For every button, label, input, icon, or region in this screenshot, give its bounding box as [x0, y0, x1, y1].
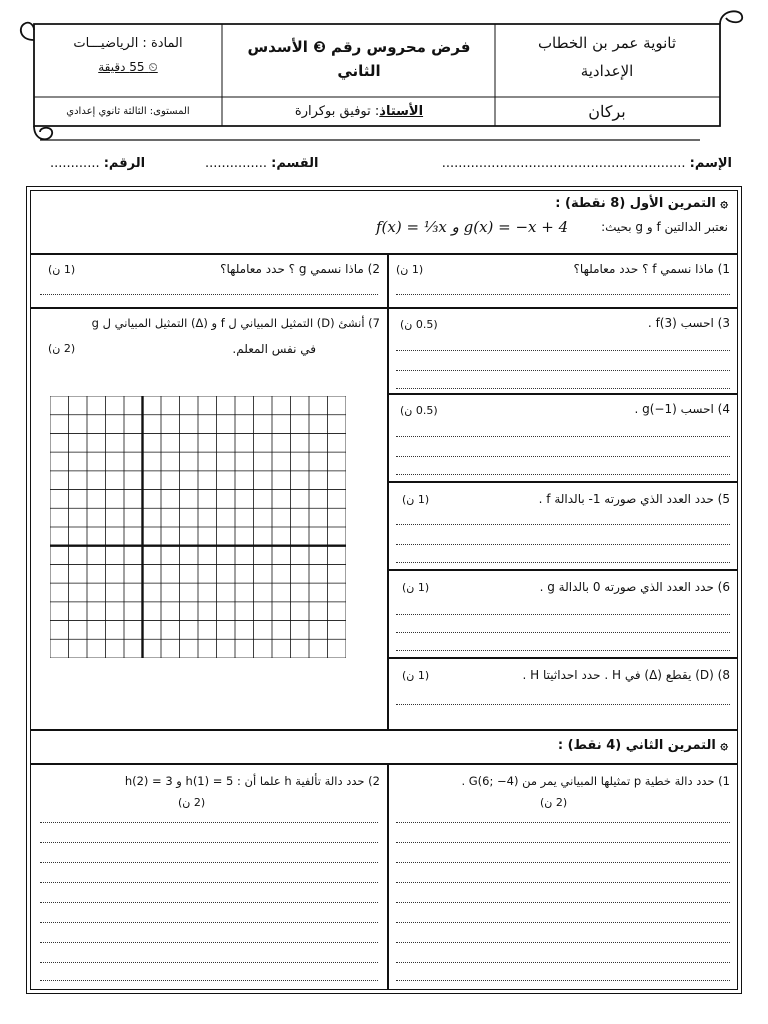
- name-field[interactable]: ...........................................................: [441, 156, 686, 171]
- flower-icon: ۞: [720, 196, 728, 211]
- q2-answer-line[interactable]: [40, 294, 378, 295]
- q3-text: 3) احسب f(3) .: [647, 316, 730, 330]
- q6-points: (1 ن): [402, 581, 430, 594]
- q5-text: 5) حدد العدد الذي صورته 1- بالدالة f .: [538, 492, 730, 506]
- q8-text: 8) (D) يقطع (Δ) في H . حدد احداثيتا H .: [522, 668, 730, 682]
- exercise1-formula: g(x) = −x + 4 و f(x) = ⅓x: [376, 218, 569, 236]
- ex2-q1-answer-line[interactable]: [396, 862, 730, 863]
- school-type: الإعدادية: [580, 62, 634, 80]
- q6-text: 6) حدد العدد الذي صورته 0 بالدالة g .: [539, 580, 730, 594]
- q4-answer-line-2[interactable]: [396, 456, 730, 457]
- ex2-q1-answer-line[interactable]: [396, 942, 730, 943]
- number-field[interactable]: ............: [50, 156, 100, 171]
- subject: المادة : الرياضيـــات: [73, 36, 183, 51]
- student-info: [442, 156, 732, 171]
- q5-points: (1 ن): [402, 493, 430, 506]
- q6-answer-line-1[interactable]: [396, 614, 730, 615]
- q6-answer-line-3[interactable]: [396, 650, 730, 651]
- teacher-name: : توفيق بوكرارة: [294, 104, 380, 119]
- ex2-q2-answer-line[interactable]: [40, 882, 378, 883]
- school-name: ثانوية عمر بن الخطاب: [537, 34, 677, 52]
- q4-answer-line-3[interactable]: [396, 474, 730, 475]
- q3-answer-line-1[interactable]: [396, 350, 730, 351]
- ex2-q1-text: 1) حدد دالة خطية p تمثيلها المبياني يمر من G(6; −4) .: [461, 774, 730, 788]
- ex2-q2-cell: [30, 764, 388, 990]
- ex2-q1-answer-line[interactable]: [396, 902, 730, 903]
- q8-answer-line[interactable]: [396, 704, 730, 705]
- q3-points: (0.5 ن): [400, 318, 438, 331]
- ex2-q1-answer-line[interactable]: [396, 980, 730, 981]
- ex2-q1-answer-line[interactable]: [396, 882, 730, 883]
- graph-grid[interactable]: [50, 396, 346, 658]
- exam-title: فرض محروس رقم ❸ الأسدس: [247, 38, 471, 56]
- clock-icon: ⏲: [148, 60, 158, 74]
- ex2-q2-answer-line[interactable]: [40, 962, 378, 963]
- level: المستوى: الثالثة ثانوي إعدادي: [66, 106, 190, 117]
- q1-answer-line[interactable]: [396, 294, 730, 295]
- ex2-q1-answer-line[interactable]: [396, 842, 730, 843]
- city-name: بركان: [588, 102, 626, 121]
- q5-answer-line-2[interactable]: [396, 544, 730, 545]
- ex2-q2-answer-line[interactable]: [40, 842, 378, 843]
- q2-text: 2) ماذا نسمي g ؟ حدد معاملها؟: [220, 262, 380, 276]
- duration: [36, 60, 220, 75]
- section-label: القسم:: [271, 156, 319, 171]
- q7-text: 7) أنشئ (D) التمثيل المبياني ل f و (Δ) التمثيل المبياني ل g: [91, 316, 380, 330]
- q5-answer-line-1[interactable]: [396, 524, 730, 525]
- ex2-q2-points: (2 ن): [178, 796, 206, 809]
- q8-points: (1 ن): [402, 669, 430, 682]
- ex2-q2-answer-line[interactable]: [40, 902, 378, 903]
- ex2-q1-answer-line[interactable]: [396, 822, 730, 823]
- duration-text: 55 دقيقة: [98, 60, 145, 74]
- q4-points: (0.5 ن): [400, 404, 438, 417]
- q3-answer-line-2[interactable]: [396, 370, 730, 371]
- q5-answer-line-3[interactable]: [396, 562, 730, 563]
- q1-text: 1) ماذا نسمي f ؟ حدد معاملها؟: [573, 262, 730, 276]
- exercise1-intro: نعتبر الدالتين f و g بحيث:: [601, 220, 728, 234]
- teacher-label: الأستاذ: [379, 104, 424, 119]
- section-field[interactable]: ...............: [205, 156, 267, 171]
- ex2-q1-points: (2 ن): [540, 796, 568, 809]
- q3-answer-line-3[interactable]: [396, 388, 730, 389]
- number-label: الرقم:: [103, 156, 146, 171]
- exam-title-line2: الثاني: [337, 62, 381, 80]
- q2-points: (1 ن): [48, 263, 76, 276]
- name-label: الإسم:: [689, 156, 732, 171]
- section-info: [205, 156, 318, 171]
- ex2-q2-answer-line[interactable]: [40, 980, 378, 981]
- q1-points: (1 ن): [396, 263, 424, 276]
- ex2-q2-answer-line[interactable]: [40, 862, 378, 863]
- ex2-q2-answer-line[interactable]: [40, 942, 378, 943]
- q4-answer-line-1[interactable]: [396, 436, 730, 437]
- ex2-q2-answer-line[interactable]: [40, 822, 378, 823]
- q7-points: (2 ن): [48, 342, 76, 355]
- exercise1-title: ۞ التمرين الأول (8 نقطة) :: [555, 196, 728, 211]
- number-info: [50, 156, 145, 171]
- exercise2-title: ۞ التمرين الثاني (4 نقط) :: [557, 738, 728, 753]
- ex2-q2-answer-line[interactable]: [40, 922, 378, 923]
- ex2-q1-answer-line[interactable]: [396, 962, 730, 963]
- flower-icon: ۞: [720, 738, 728, 753]
- ex2-q1-answer-line[interactable]: [396, 922, 730, 923]
- teacher: [224, 104, 494, 119]
- q4-text: 4) احسب g(−1) .: [634, 402, 730, 416]
- q7-text-line2: في نفس المعلم.: [232, 342, 316, 356]
- ex2-q2-text: 2) حدد دالة تألفية h علما أن : h(1) = 5 و h(2) = 3: [124, 774, 380, 788]
- q6-answer-line-2[interactable]: [396, 632, 730, 633]
